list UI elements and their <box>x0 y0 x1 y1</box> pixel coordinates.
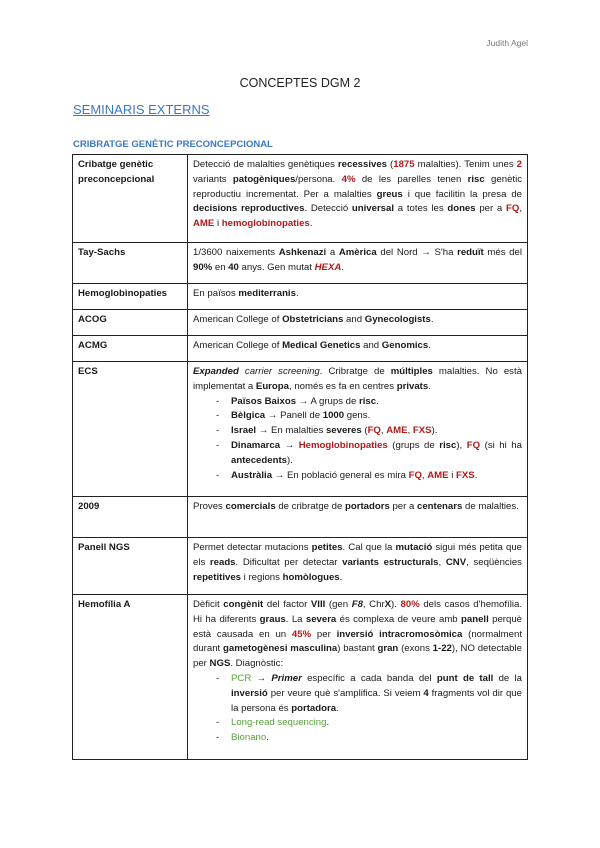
definition-cell: Expanded carrier screening. Cribratge de múltiples malalties. No està implementat a Europa, només es fa en centres privats. - Països Baixos → A grups de risc. - Bèlgica → Panell de 1000 gens. - Israel → En malalties severes (FQ, AME, FXS). - Dinamarca → Hemoglobinopaties (grups de risc), FQ (si hi ha antecedents). - Austràlia → En població general es mira FQ, AME i FXS. <box>188 362 528 497</box>
author-name: Judith Agel <box>486 38 528 48</box>
table-row <box>73 336 528 362</box>
table-row <box>73 595 528 760</box>
section-heading: SEMINARIS EXTERNS <box>73 102 210 117</box>
list-item: - Dinamarca → Hemoglobinopaties (grups de risc), FQ (si hi ha antecedents). <box>231 439 522 469</box>
term-cell: Cribatge genètic preconcepcional <box>73 155 188 243</box>
table-row <box>73 243 528 284</box>
table-row <box>73 284 528 310</box>
term-cell: Tay-Sachs <box>73 243 188 284</box>
list-item: - Bionano. <box>231 731 522 746</box>
term-cell: Hemoglobinopaties <box>73 284 188 310</box>
document-title: CONCEPTES DGM 2 <box>239 76 361 90</box>
list-item: - Països Baixos → A grups de risc. <box>231 395 522 410</box>
table-row <box>73 155 528 243</box>
list-item: - Israel → En malalties severes (FQ, AME, FXS). <box>231 424 522 439</box>
table-row <box>73 310 528 336</box>
definition-cell: American College of Medical Genetics and Genomics. <box>188 336 528 362</box>
list-item: - Bèlgica → Panell de 1000 gens. <box>231 409 522 424</box>
diagnostic-list <box>193 672 522 746</box>
definition-cell: American College of Obstetricians and Gynecologists. <box>188 310 528 336</box>
term-cell: Hemofília A <box>73 595 188 760</box>
term-cell: 2009 <box>73 497 188 538</box>
term-cell: ACOG <box>73 310 188 336</box>
concepts-table <box>72 154 528 760</box>
definition-cell: En països mediterranis. <box>188 284 528 310</box>
country-list <box>193 395 522 484</box>
term-cell: ACMG <box>73 336 188 362</box>
list-item: - Long-read sequencing. <box>231 716 522 731</box>
term-cell: ECS <box>73 362 188 497</box>
list-item: - Austràlia → En població general es mira FQ, AME i FXS. <box>231 469 522 484</box>
table-row <box>73 497 528 538</box>
definition-cell: Detecció de malalties genètiques recessives (1875 malalties). Tenim unes 2 variants patogèniques/persona. 4% de les parelles tenen risc genètic reproductiu incrementat. Per a malalties greus i que facilitin la presa de decisions reproductives. Detecció universal a totes les dones per a FQ, AME i hemoglobinopaties. <box>188 155 528 243</box>
subsection-heading: CRIBRATGE GENÈTIC PRECONCEPCIONAL <box>73 139 273 150</box>
definition-cell: Dèficit congènit del factor VIII (gen F8, ChrX). 80% dels casos d'hemofília. Hi ha diferents graus. La severa és complexa de veure amb panell perquè està causada en un 45% per inversió intracromosòmica (normalment durant gametogènesi masculina) bastant gran (exons 1-22), NO detectable per NGS. Diagnòstic: - PCR → Primer específic a cada banda del punt de tall de la inversió per veure què s'amplifica. Si veiem 4 fragments vol dir que la persona és portadora. - Long-read sequencing. - Bionano. <box>188 595 528 760</box>
table-row <box>73 362 528 497</box>
list-item: - PCR → Primer específic a cada banda del punt de tall de la inversió per veure què s'amplifica. Si veiem 4 fragments vol dir que la persona és portadora. <box>231 672 522 716</box>
definition-cell: 1/3600 naixements Ashkenazi a Amèrica del Nord → S'ha reduït més del 90% en 40 anys. Gen mutat HEXA. <box>188 243 528 284</box>
term-cell: Panell NGS <box>73 538 188 595</box>
definition-cell: Proves comercials de cribratge de portadors per a centenars de malalties. <box>188 497 528 538</box>
definition-cell: Permet detectar mutacions petites. Cal que la mutació sigui més petita que els reads. Dificultat per detectar variants estructurals, CNV, seqüències repetitives i regions homòlogues. <box>188 538 528 595</box>
table-row <box>73 538 528 595</box>
